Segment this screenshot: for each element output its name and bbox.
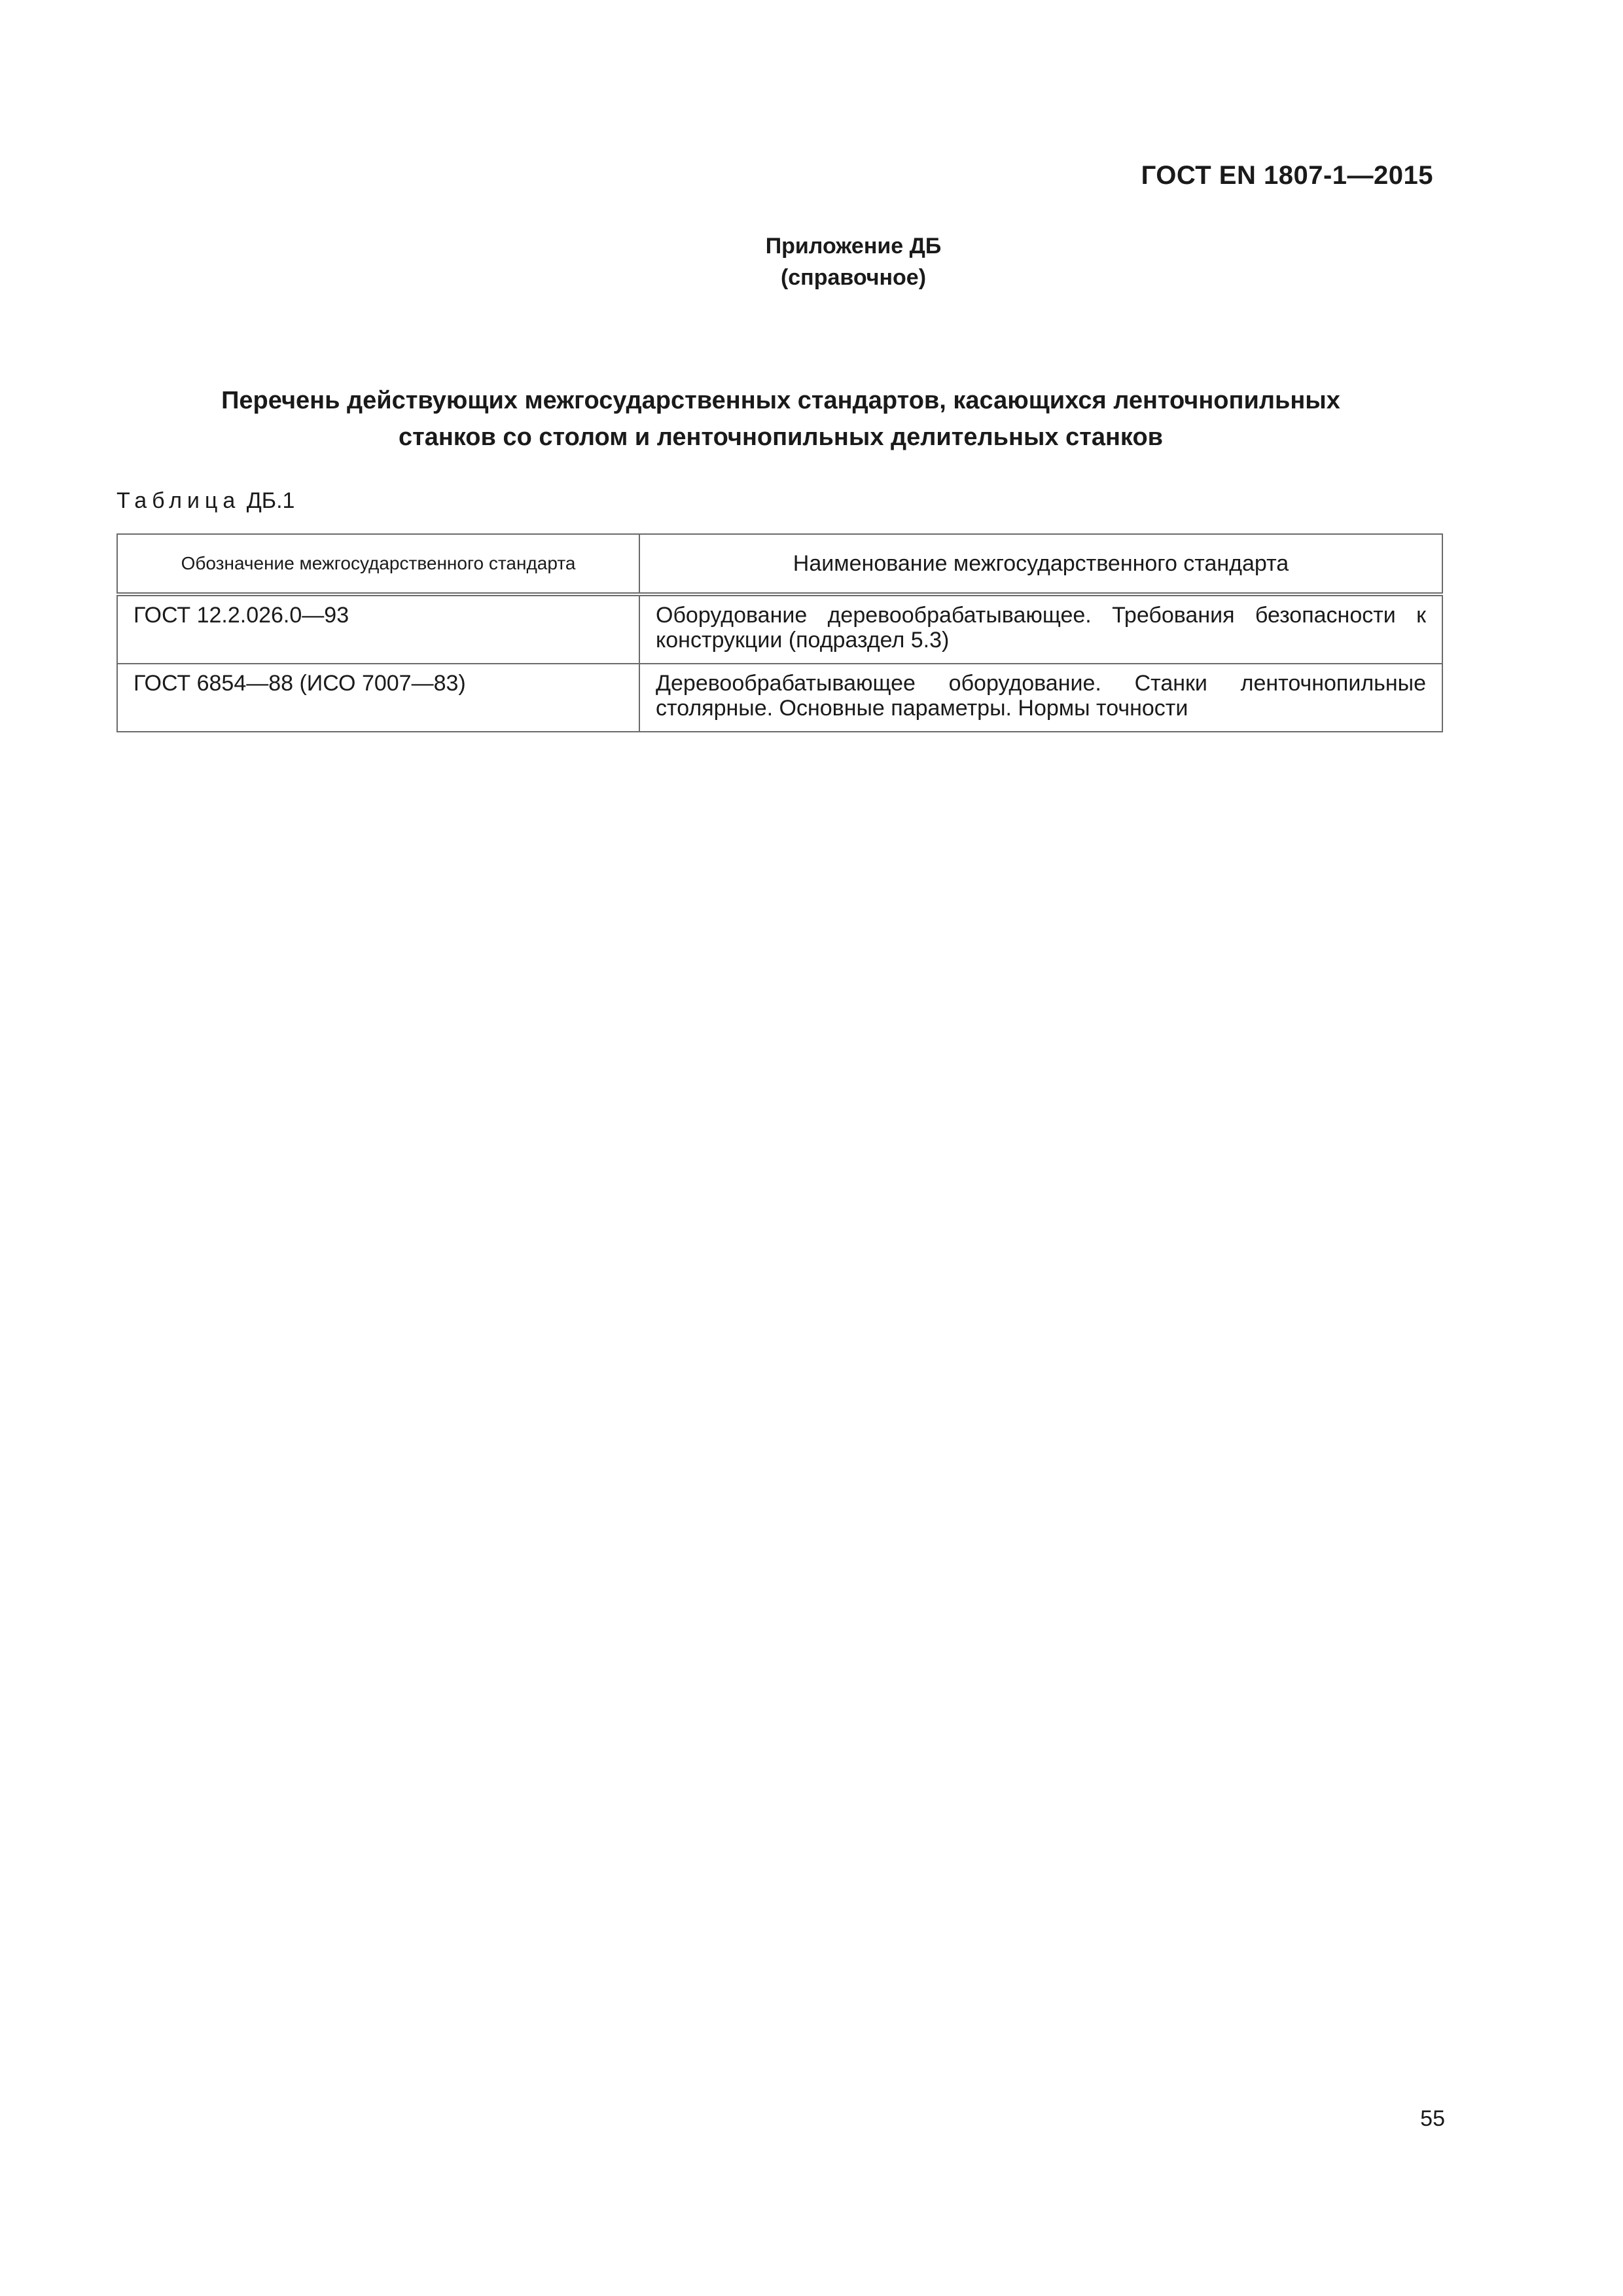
standard-designation-cell: ГОСТ 12.2.026.0—93 <box>117 594 639 664</box>
table-caption <box>116 488 294 514</box>
table-caption-word: Таблица <box>116 488 241 513</box>
standard-name-cell: Оборудование деревообрабатывающее. Требования безопасности к конструкции (подраздел 5.3) <box>639 594 1442 664</box>
page-number: 55 <box>1420 2106 1445 2131</box>
standard-name-cell: Деревообрабатывающее оборудование. Станки ленточнопильные столярные. Основные параметры. Нормы точности <box>639 664 1442 732</box>
column-header-designation: Обозначение межгосударственного стандарта <box>117 534 639 594</box>
standard-designation-cell: ГОСТ 6854—88 (ИСО 7007—83) <box>117 664 639 732</box>
standards-table <box>116 533 1443 732</box>
column-header-name: Наименование межгосударственного стандарта <box>639 534 1442 594</box>
table-row <box>117 594 1442 664</box>
table-caption-number: ДБ.1 <box>246 488 295 513</box>
document-title-line-2: станков со столом и ленточнопильных делительных станков <box>398 423 1164 451</box>
annex-title: Приложение ДБ <box>765 234 942 259</box>
table-row <box>117 664 1442 732</box>
annex-heading <box>0 230 1623 293</box>
document-title <box>116 382 1445 456</box>
document-title-line-1: Перечень действующих межгосударственных стандартов, касающихся ленточнопильных <box>221 387 1340 414</box>
standard-code-header: ГОСТ EN 1807-1—2015 <box>1141 161 1433 190</box>
table-header-row <box>117 534 1442 594</box>
annex-subtitle: (справочное) <box>780 265 927 290</box>
